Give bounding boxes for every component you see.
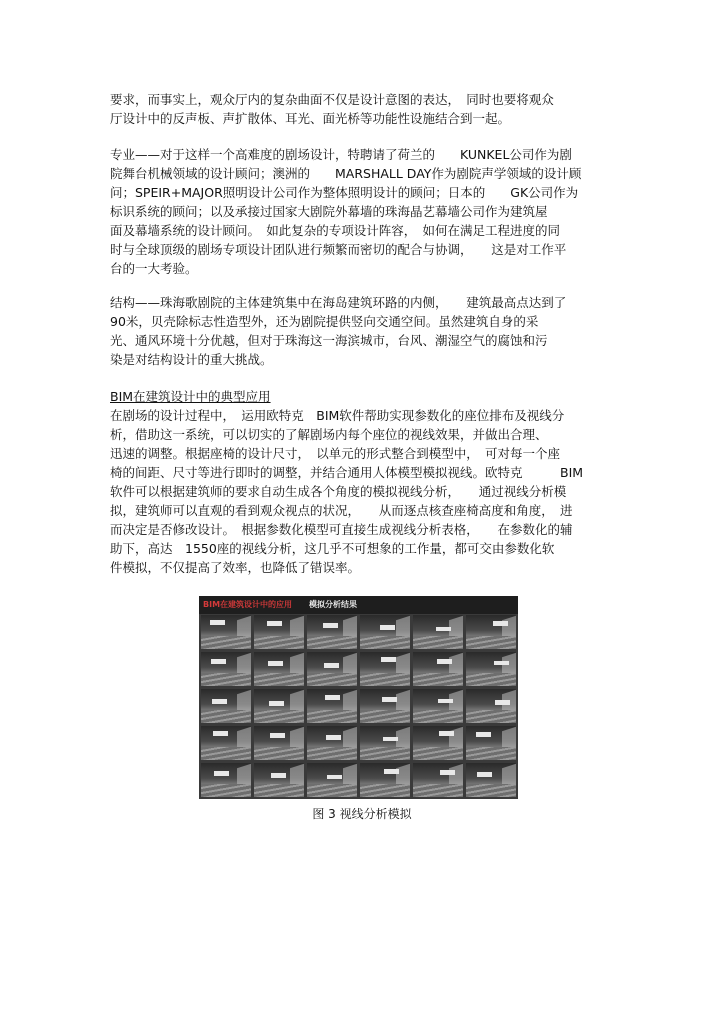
seating-rows [254, 784, 304, 797]
text-line: 椅的间距、尺寸等进行即时的调整，并结合通用人体模型模拟视线。欧特克 BIM [110, 465, 584, 480]
seating-rows [254, 636, 304, 649]
render-thumbnail [201, 689, 251, 723]
seating-rows [254, 710, 304, 723]
seating-rows [201, 710, 251, 723]
render-thumbnail [360, 726, 410, 760]
stage-highlight [269, 701, 284, 706]
text-line: 迅速的调整。根据座椅的设计尺寸， 以单元的形式整合到模型中， 可对每一个座 [110, 446, 561, 461]
seating-rows [307, 636, 357, 649]
render-thumbnail [413, 726, 463, 760]
render-thumbnail [254, 689, 304, 723]
seating-rows [360, 710, 410, 723]
render-thumbnail [254, 763, 304, 797]
figure-header [199, 596, 518, 614]
render-thumbnail [254, 726, 304, 760]
stage-highlight [493, 621, 508, 626]
render-thumbnail [360, 689, 410, 723]
seating-rows [360, 673, 410, 686]
stage-highlight [437, 659, 452, 664]
text-line: 专业——对于这样一个高难度的剧场设计，特聘请了荷兰的 KUNKEL公司作为剧 [110, 147, 572, 162]
text-line: 时与全球顶级的剧场专项设计团队进行频繁而密切的配合与协调， 这是对工作平 [110, 242, 567, 257]
text-line: 件模拟，不仅提高了效率，也降低了错误率。 [110, 560, 361, 575]
stage-highlight [214, 771, 229, 776]
seating-rows [466, 710, 516, 723]
seating-rows [201, 636, 251, 649]
render-thumbnail [307, 726, 357, 760]
seating-rows [201, 747, 251, 760]
render-thumbnail [254, 652, 304, 686]
text-line: 问；SPEIR+MAJOR照明设计公司作为整体照明设计的顾问；日本的 GK公司作为 [110, 185, 579, 200]
text-line: 拟，建筑师可以直观的看到观众视点的状况， 从而逐点核查座椅高度和角度， 进 [110, 503, 573, 518]
seating-rows [307, 710, 357, 723]
render-thumbnail [413, 615, 463, 649]
seating-rows [466, 673, 516, 686]
text-line: 厅设计中的反声板、声扩散体、耳光、面光桥等功能性设施结合到一起。 [110, 111, 511, 126]
text-line: 析，借助这一系统，可以切实的了解剧场内每个座位的视线效果，并做出合理、 [110, 427, 548, 442]
render-thumbnail [307, 689, 357, 723]
render-thumbnail [201, 652, 251, 686]
render-thumbnail [466, 689, 516, 723]
render-thumbnail [307, 615, 357, 649]
text-line: 在剧场的设计过程中， 运用欧特克 BIM软件帮助实现参数化的座位排布及视线分 [110, 408, 565, 423]
section-heading: BIM在建筑设计中的典型应用 [110, 389, 271, 404]
stage-highlight [494, 661, 509, 666]
seating-rows [413, 673, 463, 686]
paragraph-seating-design [110, 90, 620, 128]
text-line: 90米，贝壳除标志性造型外，还为剧院提供竖向交通空间。虽然建筑自身的采 [110, 314, 539, 329]
render-thumbnail [201, 726, 251, 760]
render-thumbnail [413, 652, 463, 686]
stage-highlight [440, 770, 455, 775]
seating-rows [413, 636, 463, 649]
render-thumbnail [466, 763, 516, 797]
stage-highlight [436, 627, 451, 632]
render-thumbnail [466, 615, 516, 649]
section-bim-application [110, 387, 620, 577]
stage-highlight [476, 732, 491, 737]
figure-caption: 图 3 视线分析模拟 [312, 807, 412, 821]
stage-highlight [439, 731, 454, 736]
text-line: 而决定是否修改设计。 根据参数化模型可直接生成视线分析表格， 在参数化的辅 [110, 522, 573, 537]
render-thumbnail [360, 763, 410, 797]
stage-highlight [383, 737, 398, 742]
seating-rows [360, 747, 410, 760]
seating-rows [201, 673, 251, 686]
stage-highlight [212, 699, 227, 704]
stage-highlight [268, 661, 283, 666]
render-thumbnail [360, 615, 410, 649]
stage-highlight [438, 699, 453, 704]
text-line: 软件可以根据建筑师的要求自动生成各个角度的模拟视线分析， 通过视线分析模 [110, 484, 567, 499]
render-thumbnail [254, 615, 304, 649]
seating-rows [307, 784, 357, 797]
render-thumbnail [466, 652, 516, 686]
figure-header-title: BIM在建筑设计中的应用 [203, 600, 293, 609]
text-line: 标识系统的顾问；以及承接过国家大剧院外幕墙的珠海晶艺幕墙公司作为建筑屋 [110, 204, 548, 219]
text-line: 院舞台机械领域的设计顾问；澳洲的 MARSHALL DAY作为剧院声学领域的设计顾 [110, 166, 582, 181]
render-thumbnail [466, 726, 516, 760]
stage-highlight [382, 697, 397, 702]
seating-rows [254, 673, 304, 686]
text-line: 台的一大考验。 [110, 261, 198, 276]
text-line: 助下，高达 1550座的视线分析，这几乎不可想象的工作量，都可交由参数化软 [110, 541, 555, 556]
seating-rows [360, 636, 410, 649]
stage-highlight [381, 657, 396, 662]
stage-highlight [477, 772, 492, 777]
seating-rows [307, 747, 357, 760]
render-thumbnail [413, 689, 463, 723]
render-thumbnail [360, 652, 410, 686]
stage-highlight [495, 700, 510, 705]
figure-header-subtitle: 模拟分析结果 [309, 600, 357, 609]
stage-highlight [380, 625, 395, 630]
seating-rows [360, 784, 410, 797]
text-line: 光、通风环境十分优越，但对于珠海这一海滨城市，台风、潮湿空气的腐蚀和污 [110, 333, 548, 348]
stage-highlight [384, 769, 399, 774]
seating-rows [413, 747, 463, 760]
render-thumbnail [413, 763, 463, 797]
stage-highlight [213, 731, 228, 736]
text-line: 染是对结构设计的重大挑战。 [110, 352, 273, 367]
render-thumbnail [307, 763, 357, 797]
render-thumbnail-grid [201, 615, 516, 797]
stage-highlight [270, 733, 285, 738]
paragraph-structure [110, 293, 620, 369]
seating-rows [466, 747, 516, 760]
text-line: 要求，而事实上，观众厅内的复杂曲面不仅是设计意图的表达， 同时也要将观众 [110, 92, 554, 107]
seating-rows [254, 747, 304, 760]
stage-highlight [211, 659, 226, 664]
render-thumbnail [201, 763, 251, 797]
stage-highlight [210, 620, 225, 625]
seating-rows [466, 636, 516, 649]
paragraph-consultants [110, 145, 620, 278]
text-line: 面及幕墙系统的设计顾问。 如此复杂的专项设计阵容， 如何在满足工程进度的同 [110, 223, 561, 238]
seating-rows [201, 784, 251, 797]
stage-highlight [325, 695, 340, 700]
seating-rows [413, 784, 463, 797]
seating-rows [413, 710, 463, 723]
stage-highlight [271, 773, 286, 778]
stage-highlight [326, 735, 341, 740]
seating-rows [307, 673, 357, 686]
render-thumbnail [201, 615, 251, 649]
text-line: 结构——珠海歌剧院的主体建筑集中在海岛建筑环路的内侧， 建筑最高点达到了 [110, 295, 567, 310]
stage-highlight [267, 621, 282, 626]
stage-highlight [323, 623, 338, 628]
render-thumbnail [307, 652, 357, 686]
stage-highlight [327, 775, 342, 780]
seating-rows [466, 784, 516, 797]
sightline-analysis-figure [199, 596, 518, 799]
stage-highlight [324, 663, 339, 668]
